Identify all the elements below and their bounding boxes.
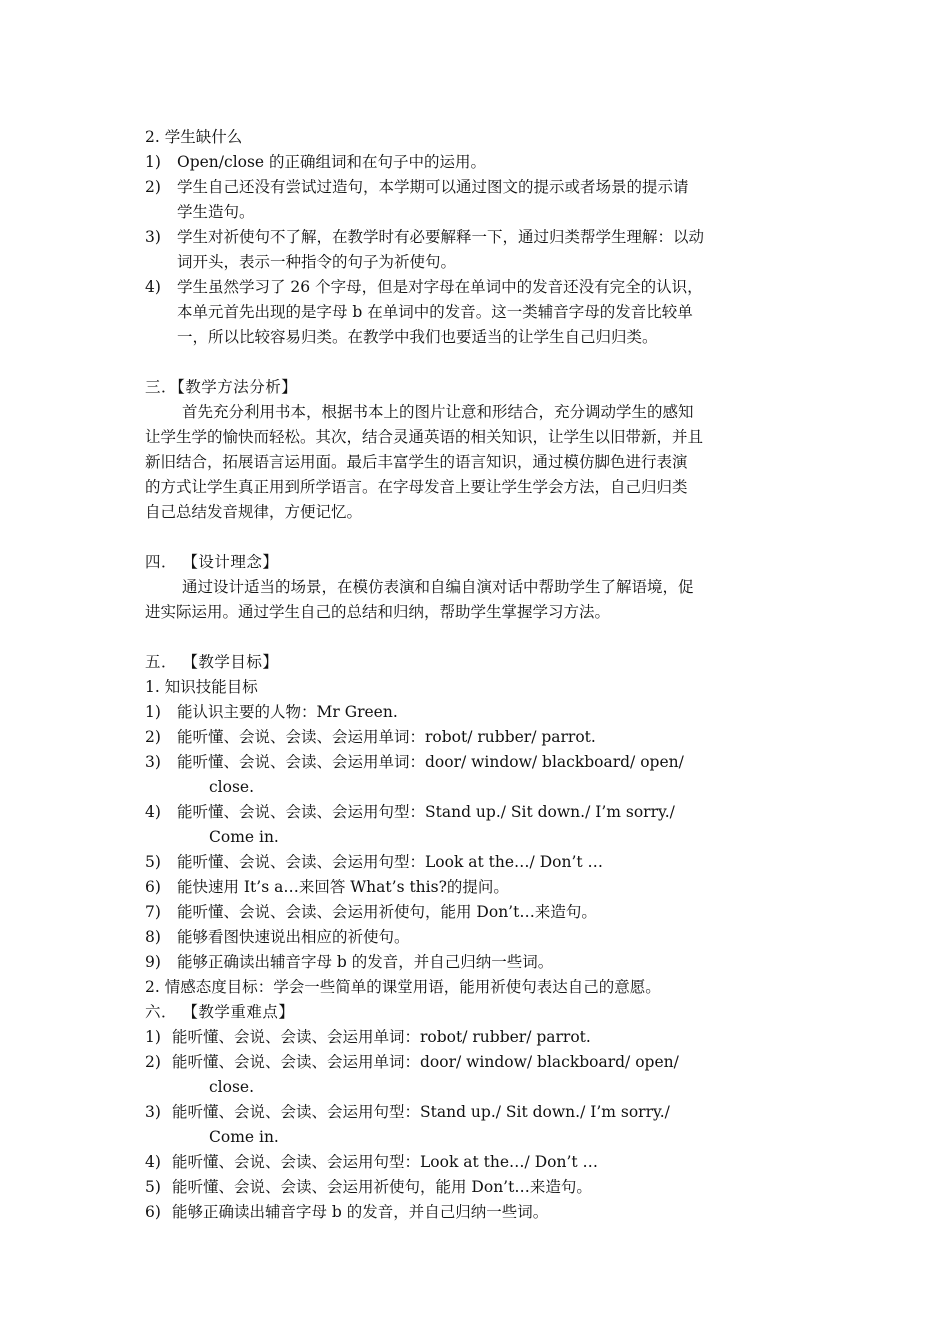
- sec5-item-8: [145, 925, 810, 950]
- sec5-subheading-1: 1. 知识技能目标: [145, 678, 258, 696]
- sec6-title: 六． 【教学重难点】: [145, 1003, 295, 1021]
- item-text-cont: Come in.: [209, 1128, 279, 1146]
- item-number: 9): [145, 953, 161, 971]
- paragraph-line: 通过设计适当的场景，在模仿表演和自编自演对话中帮助学生了解语境，促: [182, 578, 694, 596]
- sec6-item-6: [145, 1200, 810, 1225]
- item-number: 6): [145, 878, 161, 896]
- item-text: 能听懂、会说、会读、会运用祈使句，能用 Don’t…来造句。: [177, 903, 597, 921]
- sec2-title: 2. 学生缺什么: [145, 128, 243, 146]
- item-number: 3): [145, 753, 161, 771]
- sec5-item-1: [145, 700, 810, 725]
- item-text: 学生虽然学习了 26 个字母，但是对字母在单词中的发音还没有完全的认识，: [177, 278, 703, 296]
- item-number: 1): [145, 153, 161, 171]
- item-text: 能快速用 It’s a…来回答 What’s this?的提问。: [177, 878, 509, 896]
- item-text: 能听懂、会说、会读、会运用单词：door/ window/ blackboard/ open/: [177, 753, 684, 771]
- sec2-item-3: [145, 225, 810, 275]
- item-number: 1): [145, 1028, 161, 1046]
- item-number: 4): [145, 1153, 161, 1171]
- item-text-cont: close.: [209, 1078, 255, 1096]
- item-number: 4): [145, 803, 161, 821]
- item-text-cont: Come in.: [209, 828, 279, 846]
- item-text: 能够正确读出辅音字母 b 的发音，并自己归纳一些词。: [172, 1203, 549, 1221]
- paragraph-line: 让学生学的愉快而轻松。其次，结合灵通英语的相关知识，让学生以旧带新，并且: [145, 428, 704, 446]
- item-number: 5): [145, 853, 161, 871]
- item-number: 2): [145, 728, 161, 746]
- sec3-title: 三．【教学方法分析】: [145, 378, 298, 396]
- sec4-paragraph: [145, 575, 810, 625]
- paragraph-line: 首先充分利用书本，根据书本上的图片让意和形结合，充分调动学生的感知: [182, 403, 694, 421]
- sec5-item-2: [145, 725, 810, 750]
- sec6-item-3: [145, 1100, 810, 1150]
- item-text: 能听懂、会说、会读、会运用句型：Look at the…/ Don’t …: [177, 853, 604, 871]
- sec5-item-9: [145, 950, 810, 975]
- item-text-cont: close.: [209, 778, 255, 796]
- item-number: 6): [145, 1203, 161, 1221]
- sec4-title: 四． 【设计理念】: [145, 553, 279, 571]
- paragraph-line: 自己总结发音规律，方便记忆。: [145, 503, 363, 521]
- sec5-item-4: [145, 800, 810, 850]
- item-text-cont: 学生造句。: [177, 203, 255, 221]
- item-number: 4): [145, 278, 161, 296]
- item-text: 能听懂、会说、会读、会运用祈使句，能用 Don’t…来造句。: [172, 1178, 592, 1196]
- sec2-item-2: [145, 175, 810, 225]
- sec5-item-7: [145, 900, 810, 925]
- sec2-item-4: [145, 275, 810, 350]
- item-text: 能听懂、会说、会读、会运用句型：Stand up./ Sit down./ I’m sorry./: [177, 803, 675, 821]
- item-text: 能够正确读出辅音字母 b 的发音，并自己归纳一些词。: [177, 953, 554, 971]
- item-text: 能认识主要的人物：Mr Green.: [177, 703, 398, 721]
- item-text: 能听懂、会说、会读、会运用单词：door/ window/ blackboard/ open/: [172, 1053, 679, 1071]
- sec5-item-6: [145, 875, 810, 900]
- item-number: 3): [145, 1103, 161, 1121]
- item-number: 2): [145, 178, 161, 196]
- item-text-cont: 词开头，表示一种指令的句子为祈使句。: [177, 253, 457, 271]
- item-text: 能听懂、会说、会读、会运用单词：robot/ rubber/ parrot.: [177, 728, 596, 746]
- sec5-title: 五． 【教学目标】: [145, 653, 279, 671]
- sec5-item-3: [145, 750, 810, 800]
- item-text-cont: 本单元首先出现的是字母 b 在单词中的发音。这一类辅音字母的发音比较单: [177, 303, 693, 321]
- sec5-item-5: [145, 850, 810, 875]
- sec6-item-5: [145, 1175, 810, 1200]
- item-text: 能够看图快速说出相应的祈使句。: [177, 928, 410, 946]
- sec6-item-4: [145, 1150, 810, 1175]
- item-text: 学生对祈使句不了解，在教学时有必要解释一下，通过归类帮学生理解：以动: [177, 228, 705, 246]
- item-text-cont: 一，所以比较容易归类。在教学中我们也要适当的让学生自己归归类。: [177, 328, 658, 346]
- item-text: Open/close 的正确组词和在句子中的运用。: [177, 153, 487, 171]
- sec5-subheading-2: 2. 情感态度目标：学会一些简单的课堂用语，能用祈使句表达自己的意愿。: [145, 978, 661, 996]
- item-text: 能听懂、会说、会读、会运用句型：Stand up./ Sit down./ I’m sorry./: [172, 1103, 670, 1121]
- sec3-paragraph: [145, 400, 810, 525]
- item-number: 7): [145, 903, 161, 921]
- item-number: 8): [145, 928, 161, 946]
- item-number: 5): [145, 1178, 161, 1196]
- paragraph-line: 的方式让学生真正用到所学语言。在字母发音上要让学生学会方法，自己归归类: [145, 478, 688, 496]
- paragraph-line: 新旧结合，拓展语言运用面。最后丰富学生的语言知识，通过模仿脚色进行表演: [145, 453, 688, 471]
- document-page: [145, 125, 810, 1225]
- sec6-item-2: [145, 1050, 810, 1100]
- item-number: 3): [145, 228, 161, 246]
- item-number: 2): [145, 1053, 161, 1071]
- sec6-item-1: [145, 1025, 810, 1050]
- sec2-item-1: [145, 150, 810, 175]
- item-text: 能听懂、会说、会读、会运用单词：robot/ rubber/ parrot.: [172, 1028, 591, 1046]
- item-number: 1): [145, 703, 161, 721]
- item-text: 学生自己还没有尝试过造句，本学期可以通过图文的提示或者场景的提示请: [177, 178, 689, 196]
- paragraph-line: 进实际运用。通过学生自己的总结和归纳，帮助学生掌握学习方法。: [145, 603, 611, 621]
- item-text: 能听懂、会说、会读、会运用句型：Look at the…/ Don’t …: [172, 1153, 599, 1171]
